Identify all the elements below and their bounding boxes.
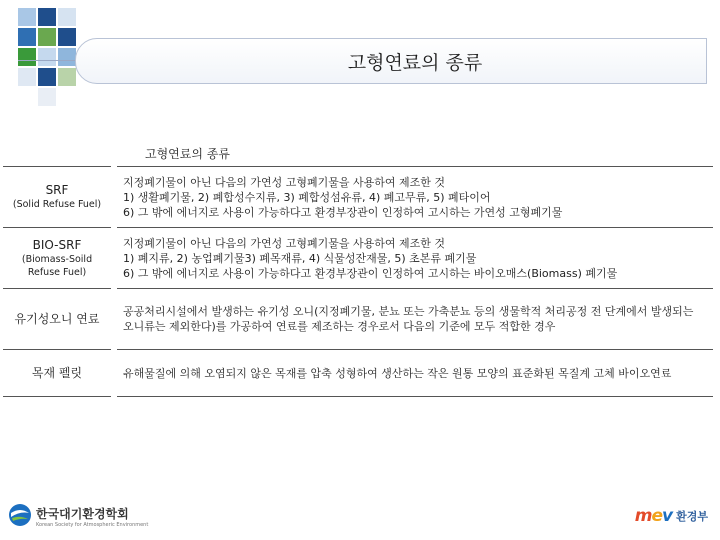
definition-cell bbox=[117, 167, 713, 228]
ksae-logo bbox=[8, 500, 148, 530]
title-connector-line bbox=[18, 60, 76, 61]
table-row bbox=[3, 228, 713, 289]
term-cell bbox=[3, 350, 111, 397]
ministry-logo-text: 환경부 bbox=[676, 510, 708, 523]
term-cell bbox=[3, 289, 111, 350]
definition-cell bbox=[117, 289, 713, 350]
term-name: 유기성오니 연료 bbox=[14, 311, 100, 326]
mev-logo-mark: mev bbox=[634, 506, 673, 526]
definition-line: 6) 그 밖에 에너지로 사용이 가능하다고 환경부장관이 인정하여 고시하는 바이오매스(Biomass) 폐기물 bbox=[123, 266, 618, 280]
globe-icon bbox=[8, 503, 32, 527]
ksae-logo-subtext: Korean Society for Atmospheric Environment bbox=[36, 521, 149, 528]
table-caption: 고형연료의 종류 bbox=[145, 147, 230, 161]
definition-line: 6) 그 밖에 에너지로 사용이 가능하다고 환경부장관이 인정하여 고시하는 가연성 고형폐기물 bbox=[123, 205, 563, 219]
definition-line: 지정폐기물이 아닌 다음의 가연성 고형폐기물을 사용하여 제조한 것 bbox=[123, 236, 446, 250]
definition-line: 1) 폐지류, 2) 농업폐기물3) 폐목재류, 4) 식물성잔재물, 5) 초본류 폐기물 bbox=[123, 251, 477, 265]
table-row bbox=[3, 289, 713, 350]
table-row bbox=[3, 350, 713, 397]
term-subtitle: (Solid Refuse Fuel) bbox=[12, 199, 102, 210]
page-title: 고형연료의 종류 bbox=[347, 52, 483, 74]
ksae-logo-text: 한국대기환경학회 bbox=[36, 506, 129, 521]
term-name: SRF bbox=[45, 183, 69, 197]
term-cell bbox=[3, 228, 111, 289]
ministry-logo bbox=[635, 506, 708, 526]
definition-line: 1) 생활폐기물, 2) 폐합성수지류, 3) 폐합성섬유류, 4) 폐고무류, 5) 폐타이어 bbox=[123, 190, 491, 204]
definition-cell bbox=[117, 228, 713, 289]
definition-cell bbox=[117, 350, 713, 397]
definition-line: 지정폐기물이 아닌 다음의 가연성 고형폐기물을 사용하여 제조한 것 bbox=[123, 175, 446, 189]
term-name: BIO-SRF bbox=[32, 237, 82, 252]
fuel-types-table bbox=[3, 166, 713, 397]
term-subtitle: (Biomass-Soild Refuse Fuel) bbox=[21, 253, 93, 278]
term-cell bbox=[3, 167, 111, 228]
definition-text: 유해물질에 의해 오염되지 않은 목재를 압축 성형하여 생산하는 작은 원통 모양의 표준화된 목질계 고체 바이오연료 bbox=[123, 366, 672, 380]
definition-text: 공공처리시설에서 발생하는 유기성 오니(지정폐기물, 분뇨 또는 가축분뇨 등의 생물학적 처리공정 전 단계에서 발생되는 오니류는 제외한다)를 가공하여 연료를 제조하는 경우로서 다음의 기준에 모두 적합한 경우 bbox=[123, 305, 694, 333]
term-name: 목재 펠릿 bbox=[31, 365, 83, 380]
table-row bbox=[3, 167, 713, 228]
